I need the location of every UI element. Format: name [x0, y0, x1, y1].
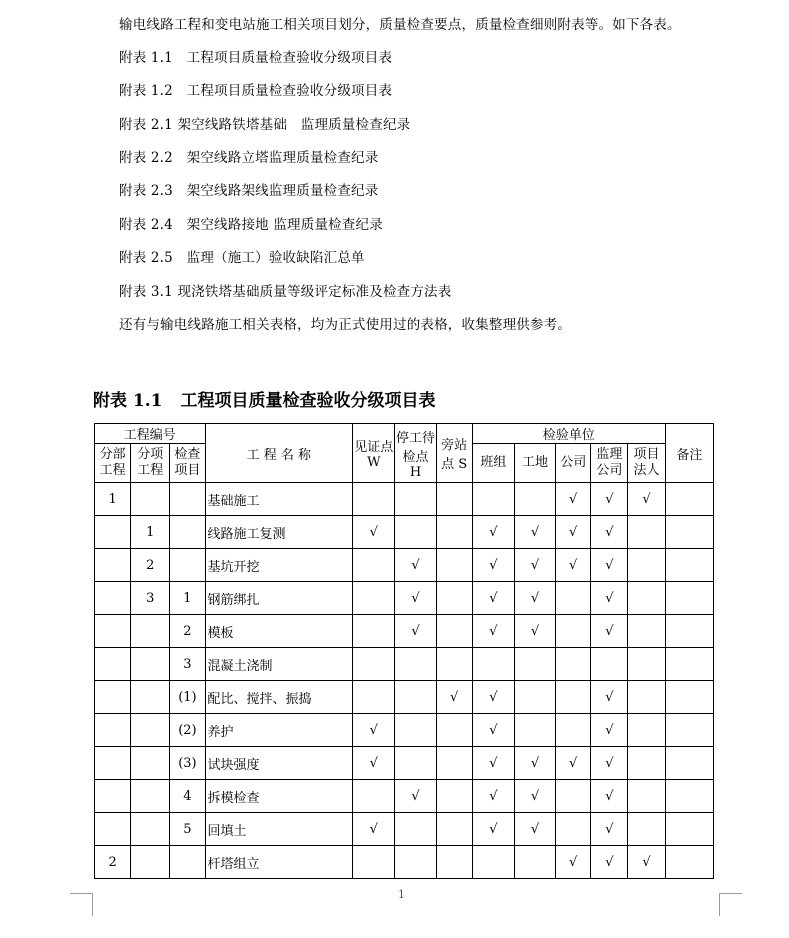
check-mark: √ [642, 491, 651, 507]
check-item-cell: 3 [170, 648, 205, 681]
check-mark: √ [605, 491, 614, 507]
page-corner-mark-left [70, 893, 93, 916]
remark-cell [665, 780, 713, 813]
header-supervision: 监理公司 [591, 444, 628, 483]
check-mark: √ [530, 821, 540, 837]
team-cell [472, 648, 514, 681]
sub-project-cell [95, 681, 131, 714]
table-title-text: 工程项目质量检查验收分级项目表 [180, 391, 436, 411]
header-remark: 备注 [665, 424, 713, 483]
table-row [95, 648, 714, 681]
item-project-cell [131, 483, 170, 516]
owner-cell [628, 813, 665, 846]
supervision-cell [591, 813, 628, 846]
owner-cell [628, 516, 665, 549]
check-mark: √ [411, 788, 420, 804]
side-cell [436, 582, 472, 615]
check-mark: √ [569, 755, 578, 771]
page-number: 1 [398, 888, 405, 901]
sub-project-cell [95, 747, 131, 780]
sub-project-cell [95, 780, 131, 813]
site-cell [514, 516, 555, 549]
witness-cell [353, 747, 395, 780]
sub-project-cell: 2 [95, 846, 131, 879]
company-cell [556, 780, 591, 813]
header-team: 班组 [472, 444, 514, 483]
owner-cell [628, 780, 665, 813]
check-item-cell [170, 846, 205, 879]
owner-cell [628, 483, 665, 516]
site-cell [514, 813, 555, 846]
side-cell [436, 648, 472, 681]
hold-cell [395, 780, 436, 813]
team-cell [472, 846, 514, 879]
site-cell [514, 549, 555, 582]
company-cell [556, 813, 591, 846]
table-row [95, 846, 714, 879]
check-mark: √ [605, 755, 614, 771]
sub-project-cell [95, 648, 131, 681]
item-project-cell: 3 [131, 582, 170, 615]
hold-cell [395, 549, 436, 582]
check-mark: √ [605, 821, 614, 837]
owner-cell [628, 681, 665, 714]
hold-cell [395, 681, 436, 714]
supervision-cell [591, 582, 628, 615]
side-cell [436, 780, 472, 813]
check-item-cell: 2 [170, 615, 205, 648]
supervision-cell [591, 780, 628, 813]
side-cell [436, 813, 472, 846]
team-cell [472, 483, 514, 516]
team-cell [472, 582, 514, 615]
check-mark: √ [489, 557, 498, 573]
check-mark: √ [605, 689, 614, 705]
check-item-cell: (3) [170, 747, 205, 780]
team-cell [472, 516, 514, 549]
side-cell [436, 747, 472, 780]
project-name-cell: 养护 [205, 714, 353, 747]
table-row [95, 615, 714, 648]
header-site: 工地 [514, 444, 555, 483]
check-mark: √ [369, 821, 378, 837]
company-cell [556, 483, 591, 516]
site-cell [514, 582, 555, 615]
sub-project-cell [95, 582, 131, 615]
supervision-cell [591, 747, 628, 780]
check-mark: √ [605, 623, 614, 639]
check-mark: √ [411, 623, 420, 639]
side-cell [436, 846, 472, 879]
remark-cell [665, 549, 713, 582]
owner-cell [628, 714, 665, 747]
check-mark: √ [530, 557, 540, 573]
remark-cell [665, 813, 713, 846]
owner-cell [628, 747, 665, 780]
witness-cell [353, 516, 395, 549]
check-mark: √ [642, 854, 651, 870]
item-project-cell: 2 [131, 549, 170, 582]
header-name: 工 程 名 称 [205, 424, 353, 483]
company-cell [556, 681, 591, 714]
company-cell [556, 516, 591, 549]
intro-line: 附表 3.1 现浇铁塔基础质量等级评定标准及检查方法表 [119, 284, 452, 300]
header-group-code: 工程编号 [95, 424, 206, 444]
project-name-cell: 拆模检查 [205, 780, 353, 813]
side-cell [436, 714, 472, 747]
check-mark: √ [605, 590, 614, 606]
check-mark: √ [369, 722, 378, 738]
project-name-cell: 回填土 [205, 813, 353, 846]
witness-cell [353, 483, 395, 516]
item-project-cell: 1 [131, 516, 170, 549]
supervision-cell [591, 516, 628, 549]
check-mark: √ [489, 821, 498, 837]
check-mark: √ [530, 755, 540, 771]
witness-cell [353, 615, 395, 648]
check-mark: √ [530, 524, 540, 540]
company-cell [556, 714, 591, 747]
team-cell [472, 714, 514, 747]
check-mark: √ [411, 557, 420, 573]
owner-cell [628, 846, 665, 879]
check-mark: √ [489, 755, 498, 771]
side-cell [436, 615, 472, 648]
witness-cell [353, 648, 395, 681]
side-cell [436, 549, 472, 582]
project-name-cell: 杆塔组立 [205, 846, 353, 879]
supervision-cell [591, 648, 628, 681]
owner-cell [628, 582, 665, 615]
hold-cell [395, 516, 436, 549]
item-project-cell [131, 846, 170, 879]
check-mark: √ [530, 788, 540, 804]
supervision-cell [591, 615, 628, 648]
remark-cell [665, 714, 713, 747]
team-cell [472, 780, 514, 813]
project-name-cell: 混凝土浇制 [205, 648, 353, 681]
check-mark: √ [489, 788, 498, 804]
hold-cell [395, 582, 436, 615]
company-cell [556, 615, 591, 648]
table-title [93, 386, 436, 411]
project-name-cell: 钢筋绑扎 [205, 582, 353, 615]
witness-cell [353, 549, 395, 582]
check-item-cell: (2) [170, 714, 205, 747]
check-mark: √ [489, 722, 498, 738]
check-mark: √ [530, 590, 540, 606]
project-name-cell: 线路施工复测 [205, 516, 353, 549]
table-row [95, 714, 714, 747]
witness-cell [353, 582, 395, 615]
inspection-level-table [94, 423, 714, 879]
intro-line: 附表 2.2 架空线路立塔监理质量检查纪录 [119, 150, 379, 166]
hold-cell [395, 648, 436, 681]
check-mark: √ [530, 623, 540, 639]
check-mark: √ [569, 557, 578, 573]
check-item-cell: 5 [170, 813, 205, 846]
supervision-cell [591, 714, 628, 747]
hold-cell [395, 483, 436, 516]
project-name-cell: 试块强度 [205, 747, 353, 780]
intro-line: 还有与输电线路施工相关表格，均为正式使用过的表格，收集整理供参考。 [119, 317, 572, 333]
table-row [95, 582, 714, 615]
check-mark: √ [489, 689, 498, 705]
hold-cell [395, 813, 436, 846]
site-cell [514, 747, 555, 780]
intro-line: 附表 2.3 架空线路架线监理质量检查纪录 [119, 183, 379, 199]
site-cell [514, 648, 555, 681]
witness-cell [353, 780, 395, 813]
project-name-cell: 配比、搅拌、振捣 [205, 681, 353, 714]
header-company: 公司 [556, 444, 591, 483]
remark-cell [665, 483, 713, 516]
team-cell [472, 747, 514, 780]
check-mark: √ [569, 854, 578, 870]
company-cell [556, 648, 591, 681]
table-row [95, 747, 714, 780]
remark-cell [665, 648, 713, 681]
project-name-cell: 模板 [205, 615, 353, 648]
check-item-cell [170, 483, 205, 516]
header-side: 旁站点 S [436, 424, 472, 483]
header-hold: 停工待检点 H [395, 424, 436, 483]
item-project-cell [131, 681, 170, 714]
witness-cell [353, 846, 395, 879]
owner-cell [628, 648, 665, 681]
intro-line: 输电线路工程和变电站施工相关项目划分，质量检查要点，质量检查细则附表等。如下各表。 [119, 17, 681, 33]
check-mark: √ [605, 854, 614, 870]
sub-project-cell [95, 714, 131, 747]
table-title-number: 附表 1.1 [93, 391, 163, 411]
supervision-cell [591, 549, 628, 582]
intro-line: 附表 2.1 架空线路铁塔基础 监理质量检查纪录 [119, 117, 411, 133]
intro-line: 附表 1.1 工程项目质量检查验收分级项目表 [119, 50, 393, 66]
header-row-1 [95, 424, 714, 444]
supervision-cell [591, 483, 628, 516]
remark-cell [665, 516, 713, 549]
hold-cell [395, 747, 436, 780]
site-cell [514, 846, 555, 879]
header-item-project: 分项工程 [131, 444, 170, 483]
intro-line: 附表 1.2 工程项目质量检查验收分级项目表 [119, 83, 393, 99]
header-inspection-units: 检验单位 [472, 424, 665, 444]
remark-cell [665, 681, 713, 714]
site-cell [514, 483, 555, 516]
remark-cell [665, 615, 713, 648]
sub-project-cell [95, 615, 131, 648]
item-project-cell [131, 747, 170, 780]
sub-project-cell [95, 549, 131, 582]
company-cell [556, 747, 591, 780]
owner-cell [628, 549, 665, 582]
owner-cell [628, 615, 665, 648]
check-mark: √ [411, 590, 420, 606]
check-mark: √ [489, 623, 498, 639]
team-cell [472, 549, 514, 582]
header-witness: 见证点 W [353, 424, 395, 483]
header-owner: 项目法人 [628, 444, 665, 483]
check-item-cell: 1 [170, 582, 205, 615]
check-mark: √ [605, 722, 614, 738]
item-project-cell [131, 813, 170, 846]
item-project-cell [131, 615, 170, 648]
sub-project-cell [95, 516, 131, 549]
witness-cell [353, 714, 395, 747]
page-corner-mark-right [719, 893, 742, 916]
site-cell [514, 780, 555, 813]
sub-project-cell: 1 [95, 483, 131, 516]
site-cell [514, 615, 555, 648]
project-name-cell: 基坑开挖 [205, 549, 353, 582]
team-cell [472, 813, 514, 846]
item-project-cell [131, 648, 170, 681]
check-mark: √ [489, 524, 498, 540]
side-cell [436, 516, 472, 549]
remark-cell [665, 747, 713, 780]
hold-cell [395, 615, 436, 648]
intro-line: 附表 2.4 架空线路接地 监理质量检查纪录 [119, 217, 383, 233]
supervision-cell [591, 846, 628, 879]
check-mark: √ [605, 524, 614, 540]
check-mark: √ [450, 689, 459, 705]
item-project-cell [131, 714, 170, 747]
project-name-cell: 基础施工 [205, 483, 353, 516]
check-mark: √ [605, 788, 614, 804]
hold-cell [395, 846, 436, 879]
site-cell [514, 681, 555, 714]
check-item-cell: 4 [170, 780, 205, 813]
header-check-item: 检查项目 [170, 444, 205, 483]
item-project-cell [131, 780, 170, 813]
team-cell [472, 681, 514, 714]
table-row [95, 813, 714, 846]
remark-cell [665, 846, 713, 879]
table-row [95, 780, 714, 813]
side-cell [436, 483, 472, 516]
check-item-cell [170, 549, 205, 582]
table-row [95, 483, 714, 516]
check-mark: √ [369, 755, 378, 771]
check-item-cell [170, 516, 205, 549]
witness-cell [353, 813, 395, 846]
site-cell [514, 714, 555, 747]
sub-project-cell [95, 813, 131, 846]
check-item-cell: (1) [170, 681, 205, 714]
supervision-cell [591, 681, 628, 714]
hold-cell [395, 714, 436, 747]
check-mark: √ [569, 524, 578, 540]
side-cell [436, 681, 472, 714]
check-mark: √ [569, 491, 578, 507]
check-mark: √ [605, 557, 614, 573]
company-cell [556, 549, 591, 582]
check-mark: √ [369, 524, 378, 540]
company-cell [556, 582, 591, 615]
table-row [95, 516, 714, 549]
intro-line: 附表 2.5 监理（施工）验收缺陷汇总单 [119, 250, 365, 266]
company-cell [556, 846, 591, 879]
check-mark: √ [489, 590, 498, 606]
witness-cell [353, 681, 395, 714]
header-sub-project: 分部工程 [95, 444, 131, 483]
team-cell [472, 615, 514, 648]
table-row [95, 681, 714, 714]
remark-cell [665, 582, 713, 615]
table-row [95, 549, 714, 582]
